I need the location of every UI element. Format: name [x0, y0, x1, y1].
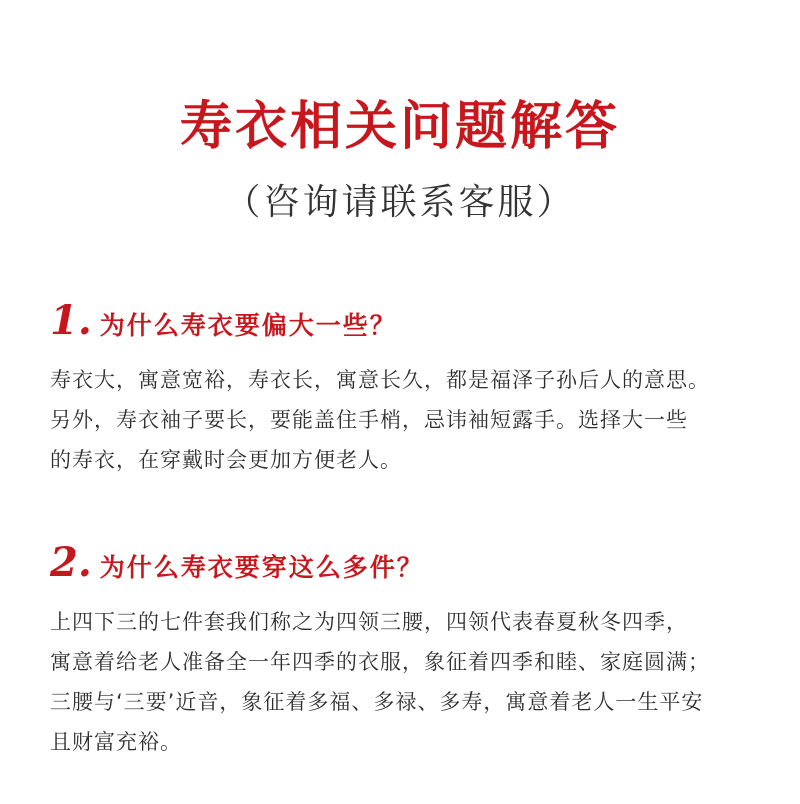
- question-heading-2: [50, 538, 770, 588]
- page-subtitle: （咨询请联系客服）: [224, 182, 576, 223]
- question-number-2: 2.: [50, 539, 92, 586]
- answer-line: 且财富充裕。: [50, 730, 182, 754]
- qa-section-1: [50, 296, 770, 480]
- answer-line: 上四下三的七件套我们称之为四领三腰，四领代表春夏秋冬四季，: [50, 610, 688, 634]
- qa-section-2: [50, 538, 770, 762]
- question-heading-1: [50, 296, 770, 346]
- question-number-1: 1.: [50, 297, 92, 344]
- answer-line: 三腰与‘三要’近音，象征着多福、多禄、多寿，寓意着老人一生平安: [50, 690, 704, 714]
- answer-line: 寿衣大，寓意宽裕，寿衣长，寓意长久，都是福泽子孙后人的意思。: [50, 368, 710, 392]
- answer-text-1: [50, 360, 770, 480]
- answer-text-2: [50, 602, 770, 762]
- question-text-2: 为什么寿衣要穿这么多件？: [99, 553, 424, 582]
- answer-line: 寓意着给老人准备全一年四季的衣服，象征着四季和睦、家庭圆满；: [50, 650, 710, 674]
- answer-line: 另外，寿衣袖子要长，要能盖住手梢，忌讳袖短露手。选择大一些: [50, 408, 688, 432]
- question-text-1: 为什么寿衣要偏大一些？: [99, 311, 397, 340]
- page-title: 寿衣相关问题解答: [179, 96, 620, 157]
- answer-line: 的寿衣，在穿戴时会更加方便老人。: [50, 448, 402, 472]
